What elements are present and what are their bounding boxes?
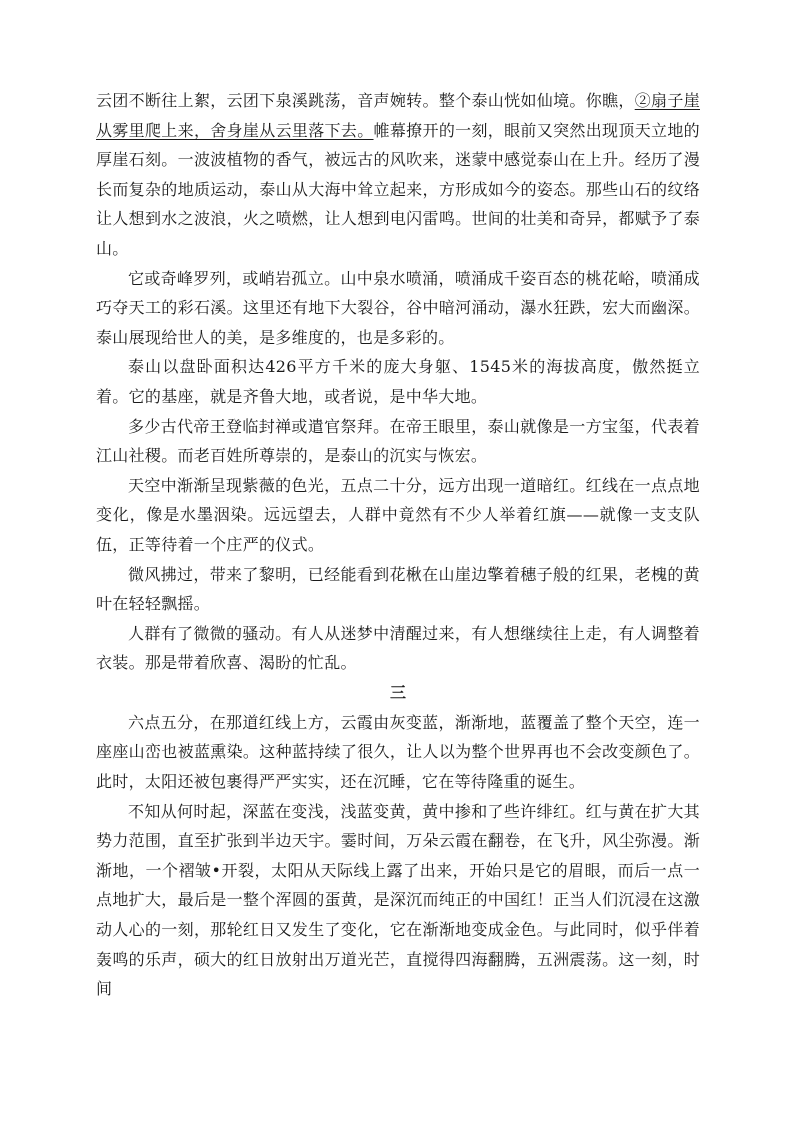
paragraph-8: 六点五分，在那道红线上方，云霞由灰变蓝，渐渐地，蓝覆盖了整个天空，连一座座山峦也被蓝熏染。这种蓝持续了很久，让人以为整个世界再也不会改变颜色了。此时，太阳还被包裹得严严实实，还在沉睡，它在等待隆重的诞生。 bbox=[96, 712, 700, 792]
underlined-sentence-2: ②扇子崖从雾里爬上来，舍身崖从云里落下去。 bbox=[96, 91, 700, 140]
document-page bbox=[96, 86, 700, 1004]
paragraph-5: 天空中渐渐呈现紫薇的色光，五点二十分，远方出现一道暗红。红线在一点点地变化，像是水墨洇染。远远望去，人群中竟然有不少人举着红旗——就像一支支队伍，正等待着一个庄严的仪式。 bbox=[96, 475, 700, 554]
paragraph-1-text-end: 帷幕撩开的一刻，眼前又突然出现顶天立地的厚崖石刻。一波波植物的香气，被远古的风吹来，迷蒙中感觉泰山在上升。经历了漫长而复杂的地质运动，泰山从大海中耸立起来，方形成如今的姿态。那些山石的纹络让人想到水之波浪，火之喷燃，让人想到电闪雷鸣。世间的壮美和奇异，都赋予了泰山。 bbox=[96, 120, 700, 258]
paragraph-1 bbox=[96, 86, 700, 264]
paragraph-6: 微风拂过，带来了黎明，已经能看到花楸在山崖边擎着穗子般的红果，老槐的黄叶在轻轻飘摇。 bbox=[96, 564, 700, 614]
paragraph-4: 多少古代帝王登临封禅或遣官祭拜。在帝王眼里，泰山就像是一方宝玺，代表着江山社稷。而老百姓所尊崇的，是泰山的沉实与恢宏。 bbox=[96, 416, 700, 466]
paragraph-2: 它或奇峰罗列，或峭岩孤立。山中泉水喷涌，喷涌成千姿百态的桃花峪，喷涌成巧夺天工的彩石溪。这里还有地下大裂谷，谷中暗河涌动，瀑水狂跌，宏大而幽深。泰山展现给世人的美，是多维度的，也是多彩的。 bbox=[96, 268, 700, 347]
paragraph-9: 不知从何时起，深蓝在变浅，浅蓝变黄，黄中掺和了些许绯红。红与黄在扩大其势力范围，直至扩张到半边天宇。霎时间，万朵云霞在翻卷，在飞升，风尘弥漫。渐渐地，一个褶皱•开裂，太阳从天际线上露了出来，开始只是它的眉眼，而后一点一点地扩大，最后是一整个浑圆的蛋黄，是深沉而纯正的中国红！正当人们沉浸在这激动人心的一刻，那轮红日又发生了变化，它在渐渐地变成金色。与此同时，似乎伴着轰鸣的乐声，硕大的红日放射出万道光芒，直搅得四海翻腾，五洲震荡。这一刻，时间 bbox=[96, 801, 700, 999]
paragraph-3: 泰山以盘卧面积达426平方千米的庞大身躯、1545米的海拔高度，傲然挺立着。它的基座，就是齐鲁大地，或者说，是中华大地。 bbox=[96, 357, 700, 406]
paragraph-7: 人群有了微微的骚动。有人从迷梦中清醒过来，有人想继续往上走，有人调整着衣装。那是带着欣喜、渴盼的忙乱。 bbox=[96, 623, 700, 673]
section-heading: 三 bbox=[389, 682, 406, 702]
paragraph-1-text-start: 云团不断往上絮，云团下泉溪跳荡，音声婉转。整个泰山恍如仙境。你瞧， bbox=[96, 91, 635, 110]
